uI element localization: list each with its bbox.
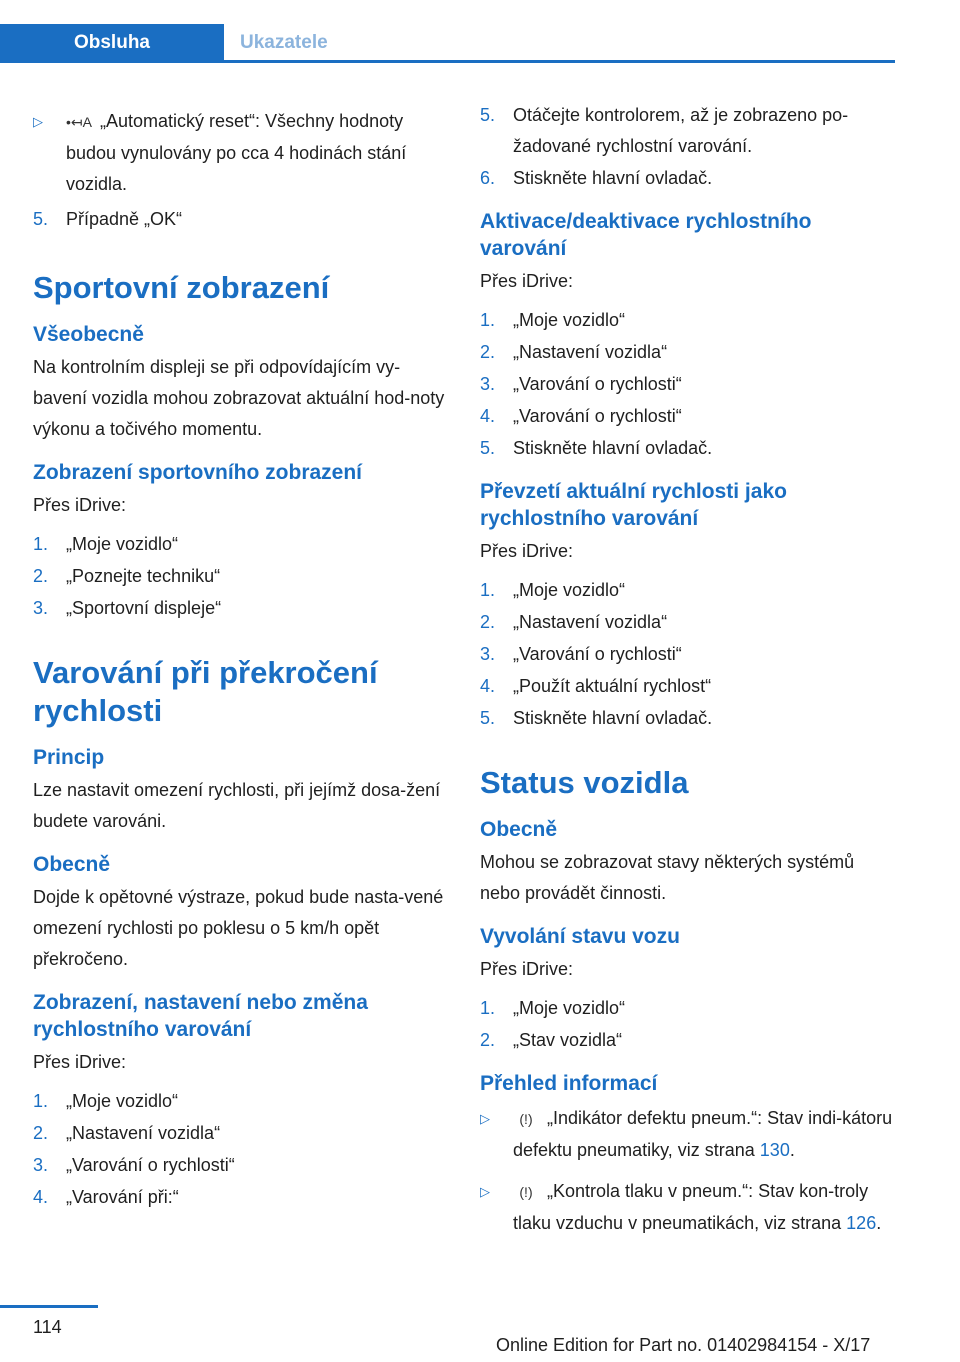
step-number: 1. — [33, 1090, 49, 1111]
subsection-title: Převzetí aktuální rychlosti jako rychlostního varování — [480, 480, 787, 530]
list-item — [480, 1103, 895, 1166]
step-number: 1. — [480, 310, 496, 330]
step-text: „Nastavení vozidla“ — [513, 612, 668, 632]
step-text: Otáčejte kontrolorem, až je zobrazeno po-žadované rychlostní varování. — [513, 105, 849, 156]
list-item — [480, 305, 895, 336]
step-number: 3. — [480, 374, 496, 394]
list-item — [480, 575, 895, 606]
step-number: 5. — [480, 708, 496, 728]
list-item-end: . — [789, 1139, 795, 1160]
list-item — [480, 433, 895, 464]
subsection-title: Zobrazení sportovního zobrazení — [33, 460, 363, 484]
list-item — [33, 1118, 448, 1149]
list-item-body — [513, 1176, 895, 1239]
triangle-bullet-icon: ▷ — [33, 114, 43, 129]
tab-ukazatele[interactable]: Ukazatele — [240, 32, 328, 53]
page-link[interactable]: 130 — [759, 1139, 790, 1160]
step-text: „Moje vozidlo“ — [513, 310, 626, 330]
list-item — [480, 100, 895, 162]
step-list — [480, 993, 895, 1056]
list-item — [33, 1150, 448, 1181]
step-number: 3. — [33, 597, 49, 618]
list-item — [480, 337, 895, 368]
paragraph: Přes iDrive: — [33, 1051, 127, 1072]
step-text: „Moje vozidlo“ — [513, 998, 626, 1018]
list-item-text: „Indikátor defektu pneum.“: Stav indi-kátoru defektu pneumatiky, viz strana — [513, 1108, 893, 1160]
step-text: „Varování o rychlosti“ — [66, 1154, 235, 1175]
left-column — [33, 100, 448, 1223]
right-column — [480, 100, 895, 1249]
list-item — [33, 1086, 448, 1117]
step-text: Případně „OK“ — [66, 208, 183, 229]
reset-icon: •↤A — [66, 113, 92, 130]
step-list — [480, 100, 895, 194]
step-text: „Moje vozidlo“ — [66, 1090, 179, 1111]
subsection-title: Obecně — [33, 852, 111, 876]
step-number: 4. — [480, 676, 496, 696]
list-item-body — [513, 1103, 895, 1166]
step-text: „Moje vozidlo“ — [66, 533, 179, 554]
list-item-text: „Automatický reset“: Všechny hodnoty budou vynulovány po cca 4 hodinách stání vozidla. — [66, 111, 407, 194]
step-number: 4. — [33, 1186, 49, 1207]
step-text: Stiskněte hlavní ovladač. — [513, 438, 713, 458]
tire-warning-icon: (!) — [519, 1110, 533, 1127]
step-text: „Moje vozidlo“ — [513, 580, 626, 600]
step-text: „Varování o rychlosti“ — [513, 374, 682, 394]
page-number-bar — [0, 1305, 98, 1308]
list-item-end: . — [876, 1212, 882, 1233]
step-text: „Sportovní displeje“ — [66, 597, 222, 618]
list-item — [33, 529, 448, 560]
list-item — [480, 671, 895, 702]
edition-footer: Online Edition for Part no. 01402984154 - X/17 — [496, 1335, 871, 1355]
paragraph: Přes iDrive: — [480, 959, 574, 979]
list-item — [480, 163, 895, 194]
step-number: 1. — [480, 998, 496, 1018]
step-text: „Poznejte techniku“ — [66, 565, 221, 586]
step-text: Stiskněte hlavní ovladač. — [513, 168, 713, 188]
paragraph: Přes iDrive: — [480, 271, 574, 291]
list-item — [480, 1176, 895, 1239]
step-number: 2. — [480, 612, 496, 632]
info-bullet-list — [480, 1103, 895, 1239]
step-number: 1. — [33, 533, 49, 554]
paragraph: Mohou se zobrazovat stavy některých systémů nebo provádět činnosti. — [480, 852, 855, 903]
step-number: 4. — [480, 406, 496, 426]
step-text: „Varování při:“ — [66, 1186, 179, 1207]
step-text: „Použít aktuální rychlost“ — [513, 676, 712, 696]
list-item — [480, 1025, 895, 1056]
paragraph: Na kontrolním displeji se při odpovídajícím vy-bavení vozidla mohou zobrazovat aktuální hod-noty výkonu a točivého momentu. — [33, 356, 445, 439]
step-text: „Nastavení vozidla“ — [66, 1122, 221, 1143]
step-text: „Varování o rychlosti“ — [513, 406, 682, 426]
list-item — [480, 369, 895, 400]
section-title: Status vozidla — [480, 765, 689, 800]
list-item — [480, 993, 895, 1024]
triangle-bullet-icon: ▷ — [480, 1111, 490, 1126]
tab-underline — [0, 60, 895, 63]
triangle-bullet-icon: ▷ — [480, 1183, 490, 1199]
paragraph: Přes iDrive: — [33, 494, 127, 515]
subsection-title: Vyvolání stavu vozu — [480, 925, 680, 948]
list-item — [480, 703, 895, 734]
paragraph: Přes iDrive: — [480, 541, 574, 561]
step-number: 3. — [480, 644, 496, 664]
subsection-title: Přehled informací — [480, 1072, 658, 1095]
list-item-text: „Kontrola tlaku v pneum.“: Stav kon-troly tlaku vzduchu v pneumatikách, viz strana — [513, 1180, 869, 1233]
tab-bar — [0, 24, 354, 62]
page-link[interactable]: 126 — [846, 1212, 877, 1233]
step-number: 5. — [480, 438, 496, 458]
step-number: 2. — [33, 565, 49, 586]
tire-pressure-icon: (!) — [519, 1183, 533, 1200]
step-number: 6. — [480, 168, 496, 188]
tab-obsluha[interactable]: Obsluha — [0, 24, 224, 62]
list-item — [480, 607, 895, 638]
list-item — [33, 593, 448, 624]
step-number: 5. — [480, 105, 496, 125]
top-bullet-list — [33, 106, 448, 200]
step-list — [33, 529, 448, 624]
step-text: „Stav vozidla“ — [513, 1030, 623, 1050]
subsection-title: Aktivace/deaktivace rychlostního varování — [480, 210, 812, 260]
step-text: Stiskněte hlavní ovladač. — [513, 708, 713, 728]
list-item — [33, 1182, 448, 1213]
step-text: „Nastavení vozidla“ — [513, 342, 668, 362]
list-item — [33, 561, 448, 592]
step-list — [33, 1086, 448, 1213]
step-number: 2. — [33, 1122, 49, 1143]
list-item — [480, 401, 895, 432]
subsection-title: Všeobecně — [33, 322, 144, 346]
step-number: 1. — [480, 580, 496, 600]
step-number: 3. — [33, 1154, 49, 1175]
section-title: Sportovní zobrazení — [33, 269, 330, 305]
page-number: 114 — [33, 1317, 62, 1337]
step-list — [480, 575, 895, 734]
paragraph: Lze nastavit omezení rychlosti, při jejímž dosa-žení budete varováni. — [33, 779, 441, 831]
list-item — [33, 204, 448, 235]
step-list — [480, 305, 895, 464]
list-item — [480, 639, 895, 670]
paragraph: Dojde k opětovné výstraze, pokud bude nasta-vené omezení rychlosti po poklesu o 5 km/h opět překročeno. — [33, 886, 444, 969]
top-step-list — [33, 204, 448, 235]
subsection-title: Zobrazení, nastavení nebo změna rychlostního varování — [33, 990, 368, 1041]
list-item-body — [66, 106, 448, 200]
step-number: 5. — [33, 208, 49, 229]
step-number: 2. — [480, 1030, 496, 1050]
subsection-title: Princip — [33, 745, 105, 769]
list-item — [33, 106, 448, 200]
step-text: „Varování o rychlosti“ — [513, 644, 682, 664]
subsection-title: Obecně — [480, 818, 558, 841]
step-number: 2. — [480, 342, 496, 362]
section-title: Varování při překročení rychlosti — [33, 654, 378, 728]
